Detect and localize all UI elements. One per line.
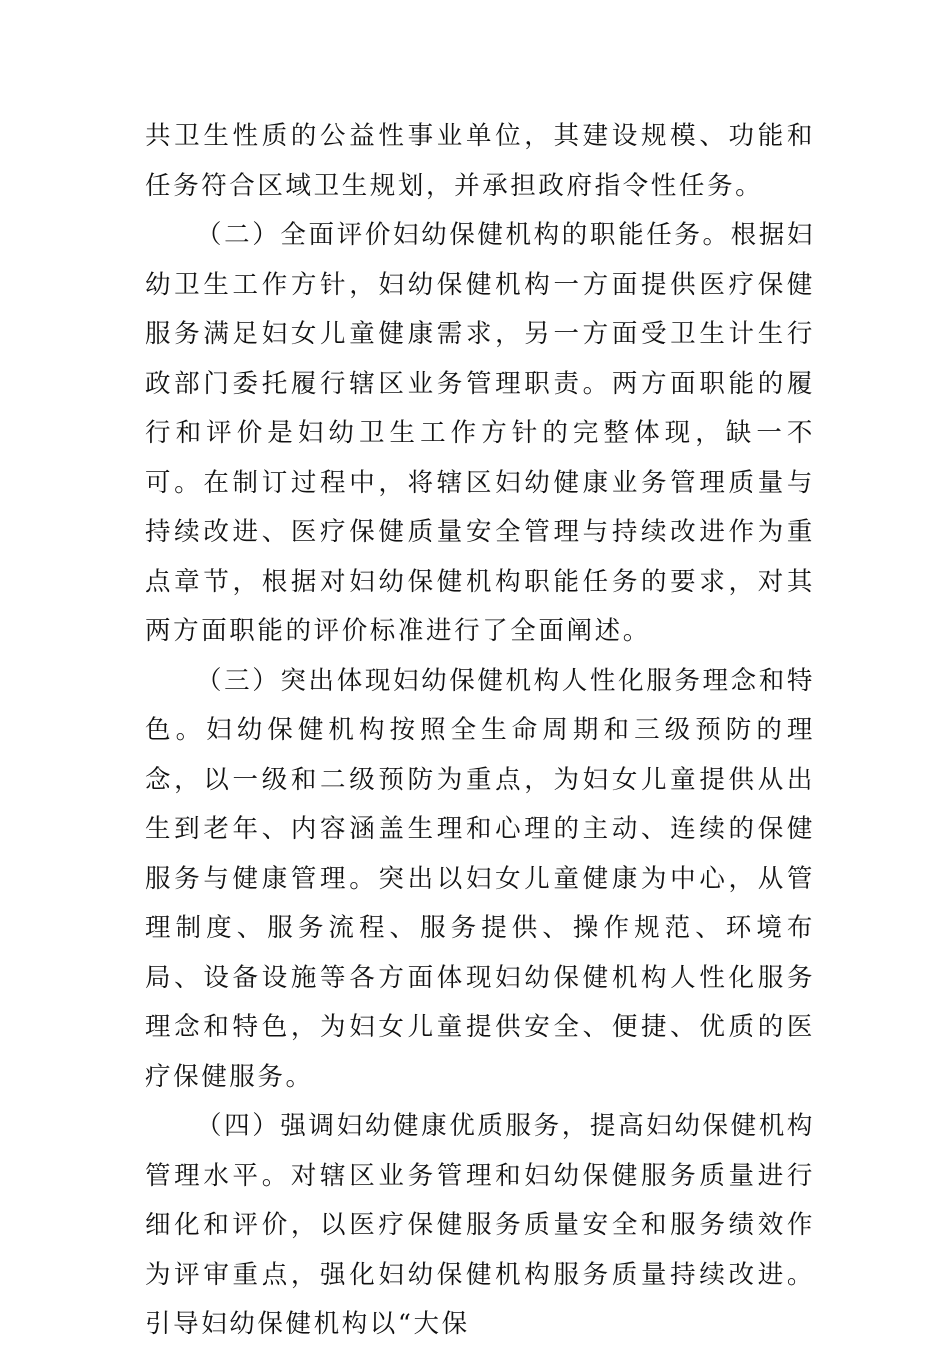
paragraph-section-4: （四）强调妇幼健康优质服务，提高妇幼保健机构管理水平。对辖区业务管理和妇幼保健服务质量进行细化和评价，以医疗保健服务质量安全和服务绩效作为评审重点，强化妇幼保健机构服务质量持续改进。引导妇幼保健机构以“大保 [145, 1111, 815, 1339]
paragraph-continuation: 共卫生性质的公益性事业单位，其建设规模、功能和任务符合区域卫生规划，并承担政府指令性任务。 [145, 121, 815, 201]
paragraph-section-3: （三）突出体现妇幼保健机构人性化服务理念和特色。妇幼保健机构按照全生命周期和三级预防的理念，以一级和二级预防为重点，为妇女儿童提供从出生到老年、内容涵盖生理和心理的主动、连续的保健服务与健康管理。突出以妇女儿童健康为中心，从管理制度、服务流程、服务提供、操作规范、环境布局、设备设施等各方面体现妇幼保健机构人性化服务理念和特色，为妇女儿童提供安全、便捷、优质的医疗保健服务。 [145, 665, 815, 1092]
document-page [145, 112, 815, 1350]
paragraph-section-2: （二）全面评价妇幼保健机构的职能任务。根据妇幼卫生工作方针，妇幼保健机构一方面提供医疗保健服务满足妇女儿童健康需求，另一方面受卫生计生行政部门委托履行辖区业务管理职责。两方面职能的履行和评价是妇幼卫生工作方针的完整体现，缺一不可。在制订过程中，将辖区妇幼健康业务管理质量与持续改进、医疗保健质量安全管理与持续改进作为重点章节，根据对妇幼保健机构职能任务的要求，对其两方面职能的评价标准进行了全面阐述。 [145, 220, 815, 646]
